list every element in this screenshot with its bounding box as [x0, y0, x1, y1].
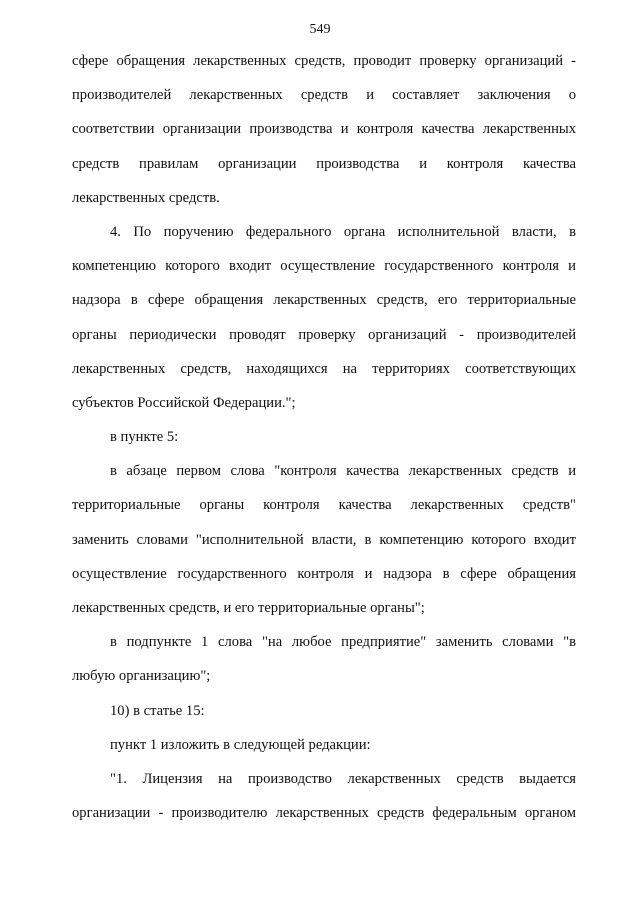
- text-line: в подпункте 1 слова "на любое предприятие" заменить словами "в: [110, 634, 576, 651]
- text-line: лекарственных средств.: [72, 189, 220, 206]
- text-line: органы периодически проводят проверку организаций - производителей: [72, 326, 576, 343]
- text-line: лекарственных средств, и его территориальные органы";: [72, 600, 425, 616]
- text-line: 4. По поручению федерального органа исполнительной власти, в: [110, 223, 576, 240]
- text-line: компетенцию которого входит осуществление государственного контроля и: [72, 258, 576, 275]
- text-line: "1. Лицензия на производство лекарственных средств выдается: [110, 770, 576, 787]
- text-line: средств правилам организации производства и контроля качества: [72, 155, 576, 172]
- text-line: осуществление государственного контроля и надзора в сфере обращения: [72, 565, 576, 582]
- text-line: заменить словами "исполнительной власти, в компетенцию которого входит: [72, 531, 576, 548]
- page-number: 549: [309, 22, 331, 37]
- text-line: надзора в сфере обращения лекарственных средств, его территориальные: [72, 292, 576, 309]
- text-line: территориальные органы контроля качества лекарственных средств": [72, 497, 576, 514]
- document-body: [72, 44, 576, 830]
- text-line: сфере обращения лекарственных средств, проводит проверку организаций -: [72, 53, 576, 69]
- text-line: любую организацию";: [72, 668, 211, 685]
- text-line: организации - производителю лекарственных средств федеральным органом: [72, 805, 576, 822]
- text-line: производителей лекарственных средств и составляет заключения о: [72, 87, 576, 104]
- text-line: пункт 1 изложить в следующей редакции:: [110, 736, 371, 753]
- text-line: 10) в статье 15:: [110, 702, 205, 719]
- text-line: соответствии организации производства и контроля качества лекарственных: [72, 121, 576, 138]
- text-line: в пункте 5:: [110, 429, 179, 446]
- text-line: в абзаце первом слова "контроля качества лекарственных средств и: [110, 463, 576, 480]
- text-line: лекарственных средств, находящихся на территориях соответствующих: [72, 360, 576, 377]
- text-line: субъектов Российской Федерации.";: [72, 394, 296, 411]
